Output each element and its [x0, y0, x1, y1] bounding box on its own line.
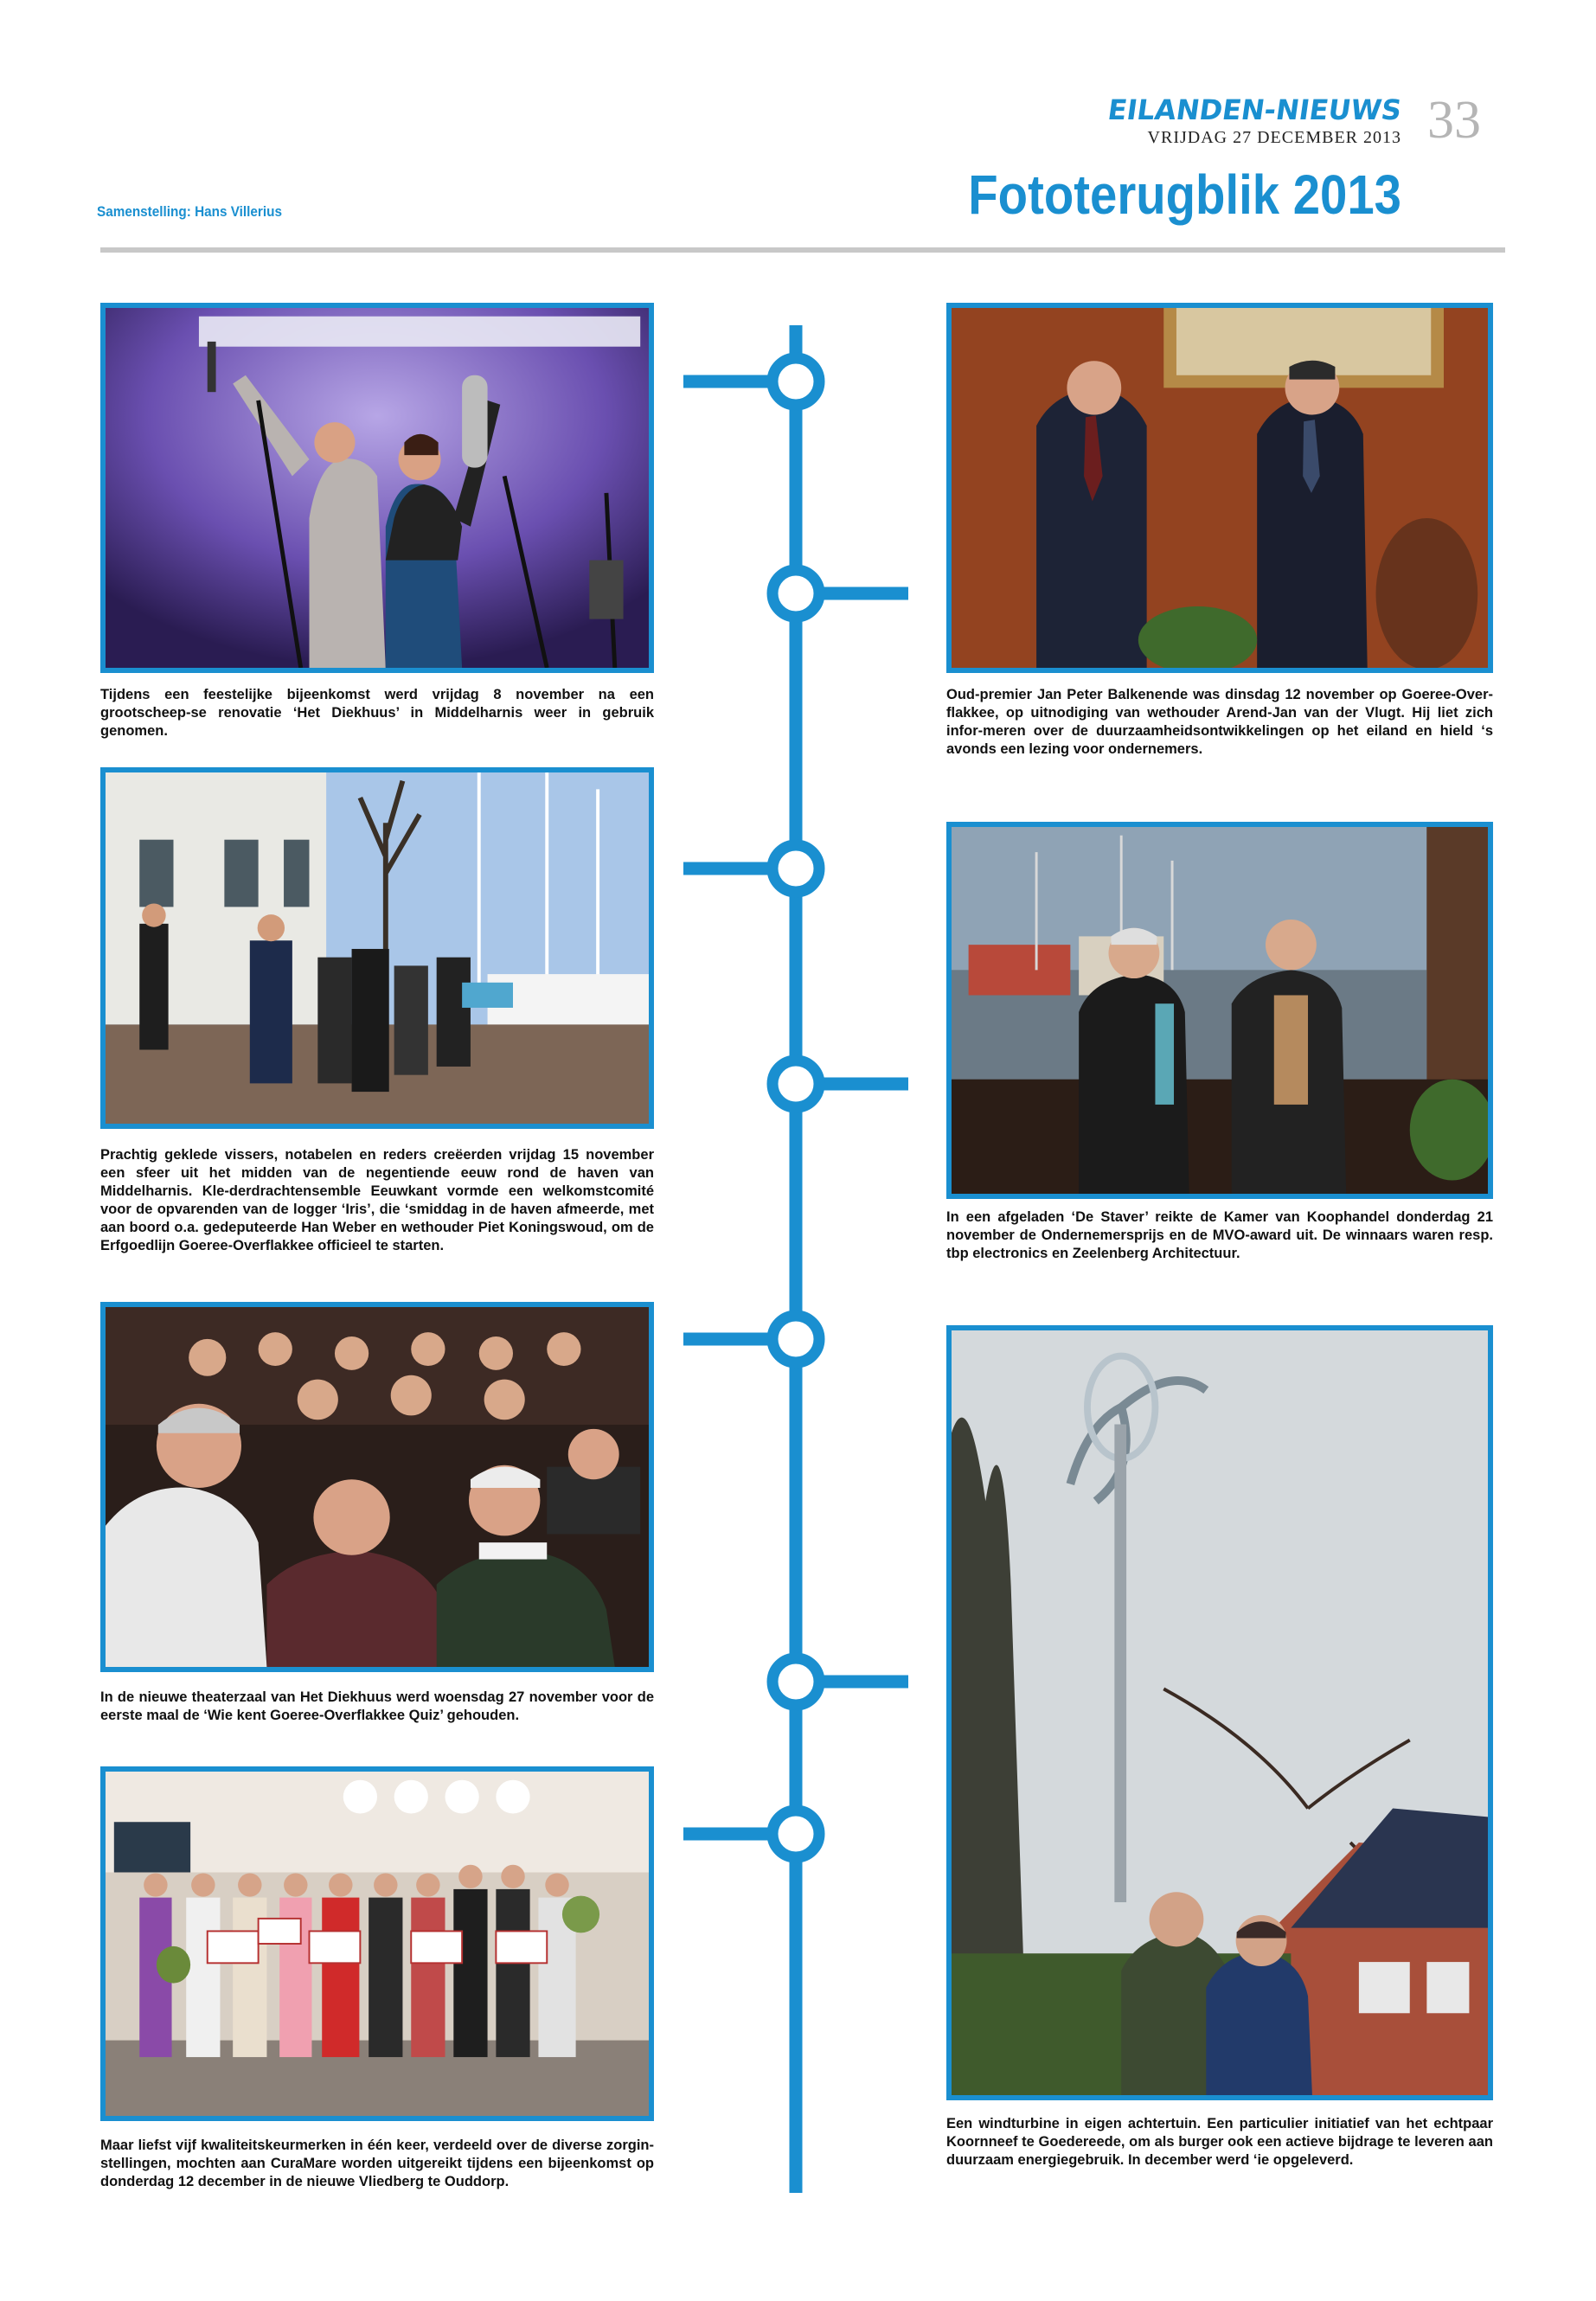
masthead-logo: EILANDEN-NIEUWS [1106, 93, 1404, 126]
timeline-node [772, 1061, 819, 1107]
caption-ondernemersprijs: In een afgeladen ‘De Staver’ reikte de Kamer van Koophandel donderdag 21 november de Ondernemersprijs en de MVO-award uit. De winnaars waren resp. tbp electronics en Zeelenberg Architectuur. [946, 1209, 1493, 1261]
compiler-credit: Samenstelling: Hans Villerius [97, 203, 283, 220]
caption-curamare: Maar liefst vijf kwaliteitskeurmerken in één keer, verdeeld over de diverse zorgin-stellingen, mochten aan CuraMare worden uitgereikt tijdens een bijeenkomst op donderdag 12 december in de nieuwe Vliedberg te Ouddorp. [100, 2138, 654, 2189]
photo-costume-procession [100, 767, 654, 1129]
photo-wind-turbine [946, 1325, 1493, 2100]
caption-quiz: In de nieuwe theaterzaal van Het Diekhuus werd woensdag 27 november voor de eerste maal de ‘Wie kent Goeree-Overflakkee Quiz’ gehouden. [100, 1689, 654, 1723]
timeline-node [772, 570, 819, 617]
issue-date: VRIJDAG 27 DECEMBER 2013 [1147, 128, 1401, 147]
photo-curamare-awards [100, 1766, 654, 2121]
caption-diekhuus-celebration: Tijdens een feestelijke bijeenkomst werd vrijdag 8 november na een grootscheep-se renovatie ‘Het Diekhuus’ in Middelharnis weer in gebruik genomen. [100, 687, 654, 739]
page-number: 33 [1427, 91, 1481, 150]
caption-costume-procession: Prachtig geklede vissers, notabelen en reders creëerden vrijdag 15 november een sfeer uit het midden van de negentiende eeuw rond de haven van Middelharnis. Kle-derdrachtensemble Eeuwkant vormde een welkomstcomité voor de opvarenden van de logger ‘Iris’, die ‘smiddag in de haven afmeerde, met aan boord o.a. gedeputeerde Han Weber en wethouder Piet Koningswoud, om de Erfgoedlijn Goeree-Overflakkee officieel te starten. [100, 1147, 654, 1253]
caption-balkenende-visit: Oud-premier Jan Peter Balkenende was dinsdag 12 november op Goeree-Over-flakkee, op uitnodiging van wethouder Arend-Jan van der Vlugt. Hij liet zich infor-meren over de duurzaamheidsontwikkelingen op het eiland en hield ‘s avonds een lezing voor ondernemers. [946, 687, 1493, 757]
photo-balkenende-visit [946, 303, 1493, 673]
timeline-node [772, 1811, 819, 1857]
caption-wind-turbine: Een windturbine in eigen achtertuin. Een particulier initiatief van het echtpaar Koornneef te Goedereede, om als burger ook een actieve bijdrage te leveren aan duurzaam energiegebruik. In december werd ‘ie opgeleverd. [946, 2116, 1493, 2168]
timeline-node [772, 1658, 819, 1705]
timeline-node [772, 1316, 819, 1362]
photo-quiz-audience [100, 1302, 654, 1672]
timeline-node [772, 358, 819, 405]
section-title: Fototerugblik 2013 [968, 163, 1401, 226]
photo-diekhuus-celebration [100, 303, 654, 673]
photo-ondernemersprijs [946, 822, 1493, 1199]
header-rule [100, 247, 1505, 253]
timeline-node [772, 845, 819, 892]
